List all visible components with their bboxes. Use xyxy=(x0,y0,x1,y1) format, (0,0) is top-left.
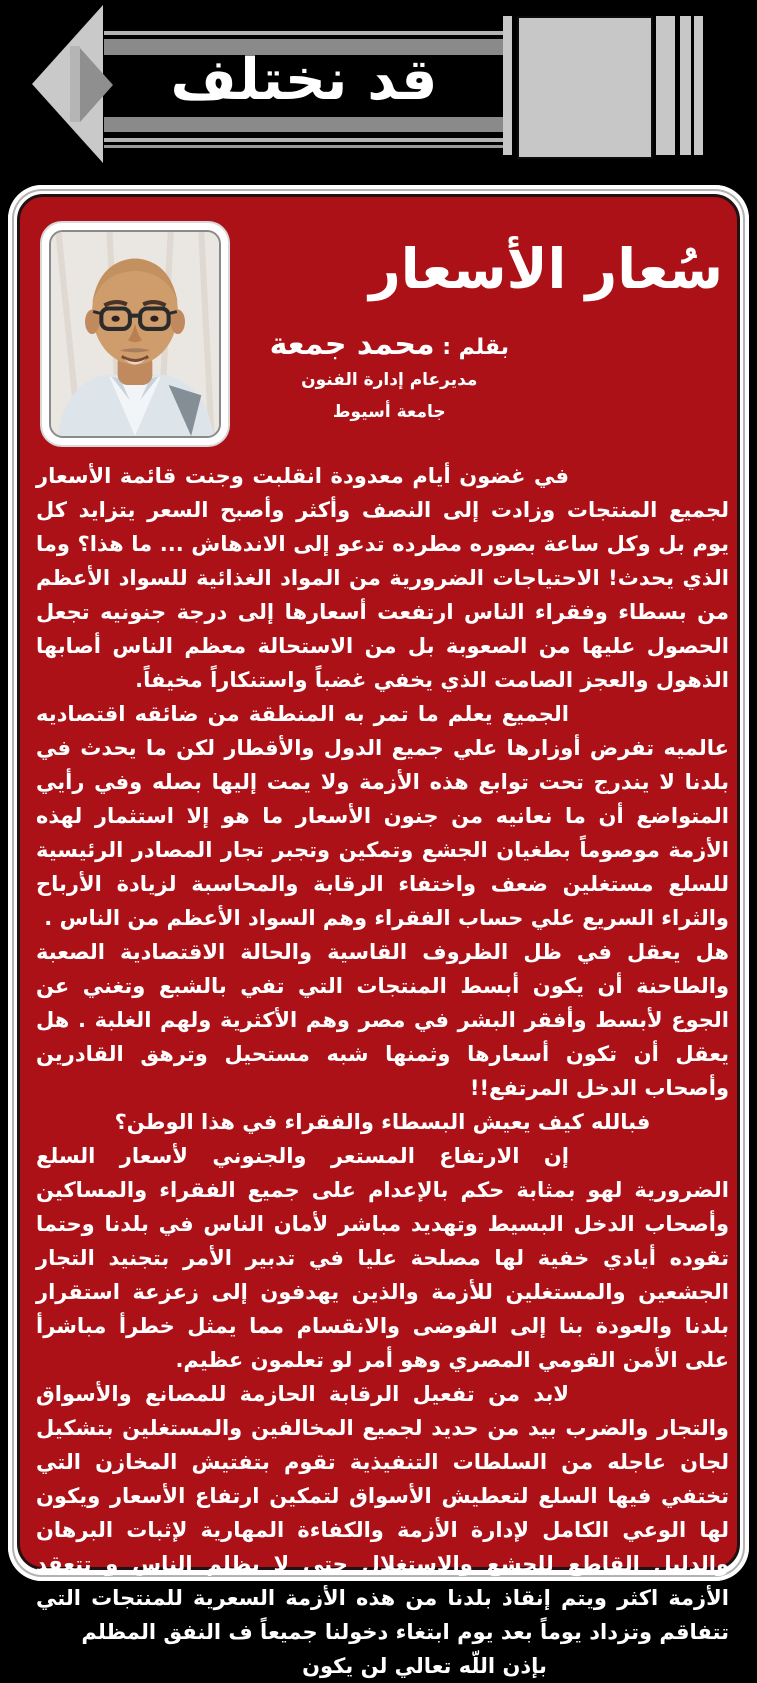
banner-block-thin xyxy=(503,16,512,155)
author-organization: جامعة أسيوط xyxy=(332,402,446,422)
column-banner xyxy=(0,0,757,185)
banner-block-bar1 xyxy=(656,16,675,155)
byline-author-line xyxy=(270,327,509,362)
byline xyxy=(270,327,509,422)
banner-block-bar2 xyxy=(680,16,691,155)
banner-bottom-stripes xyxy=(104,117,504,148)
author-role: مديرعام إدارة الفنون xyxy=(301,370,478,390)
banner-block-large xyxy=(517,16,653,159)
closing-line: بإذن اللّه تعالي لن يكون xyxy=(302,1654,547,1678)
paragraph-6: لابد من تفعيل الرقابة الحازمة للمصانع والأسواق والتجار والضرب بيد من حديد لجميع المخالفين والمستغلين بتشكيل لجان عاجله من السلطات التنفيذية تقوم بتفتيش المخازن التي تختفي فيها السلع لتعطيش الأسواق لتمكين ارتفاع الأسعار ويكون لها الوعي الكامل لإدارة الأزمة والكفاءة المهارية لإثبات البرهان والدليل القاطع للجشع والاستغلال حتى لا يظلم الناس و تتعقد الأزمة اكثر ويتم إنقاذ بلدنا من هذه الأزمة السعرية للمنتجات التي تتفاقم وتزداد يوماً بعد يوم ابتغاء دخولنا جميعاً ف النفق المظلم xyxy=(36,1382,729,1644)
arrow-bar-decoration xyxy=(70,46,80,122)
author-photo-frame xyxy=(42,223,228,445)
paragraph-1: في غضون أيام معدودة انقلبت وجنت قائمة الأسعار لجميع المنتجات وزادت إلى النصف وأكثر وأصبح السعر يتزايد كل يوم بل وكل ساعة بصوره مطرده تدعو إلى الاندهاش ... ما هذا؟ وما الذي يحدث! الاحتياجات الضرورية من المواد الغذائية للسواد الأعظم من بسطاء وفقراء الناس ارتفعت أسعارها إلى درجة جنونيه تجعل الحصول عليها من الصعوبة بل من الاستحالة معظم الناس أصابها الذهول والعجز الصامت الذي يخفي غضباً واستنكاراً مخيفاً. xyxy=(36,464,729,692)
article-body xyxy=(36,459,729,1683)
byline-prefix: بقلم : xyxy=(434,335,509,360)
column-title: قد نختلف xyxy=(170,47,438,113)
paragraph-5: إن الارتفاع المستعر والجنوني لأسعار السلع الضرورية لهو بمثابة حكم بالإعدام على جميع الفقراء والمساكين وأصحاب الدخل البسيط وتهديد مباشر لأمان الناس في بلدنا وحتما تقوده أيادي خفية لها مصلحة عليا في تدبير الأمر بتجنيد التجار الجشعين والمستغلين للأزمة والذين يهدفون إلى زعزعة استقرار بلدنا والعودة بنا إلى الفوضى والانقسام مما يمثل خطرأ مباشرأ على الأمن القومي المصري وهو أمر لو تعلمون عظيم. xyxy=(36,1144,729,1372)
article-card xyxy=(17,194,740,1678)
paragraph-3: هل يعقل في ظل الظروف القاسية والحالة الاقتصادية الصعبة والطاحنة أن يكون أبسط المنتجات التي تفي بالشبع وتغني عن الجوع لأبسط وأفقر البشر في مصر وهم الأكثرية ولهم الغلبة . هل يعقل أن تكون أسعارها وثمنها شبه مستحيل وترهق القادرين وأصحاب الدخل المرتفع!! xyxy=(36,940,729,1100)
paragraph-4: فبالله كيف يعيش البسطاء والفقراء في هذا الوطن؟ xyxy=(114,1110,651,1134)
banner-block-bar3 xyxy=(694,16,703,155)
article-title: سُعار الأسعار xyxy=(369,237,723,301)
author-photo xyxy=(49,230,221,438)
author-name: محمد جمعة xyxy=(269,327,435,362)
paragraph-2: الجميع يعلم ما تمر به المنطقة من ضائقه اقتصاديه عالميه تفرض أوزارها علي جميع الدول والأقطار لكن ما يحدث في بلدنا لا يندرج تحت توابع هذه الأزمة ولا يمت إليها بصله وفي رأيي المتواضع أن ما نعانيه من جنون الأسعار ما هو إلا استثمار لهذه الأزمة موصوماً بطغيان الجشع وتمكين وتجبر تجار المصادر الرئيسية للسلع مستغلين ضعف واختفاء الرقابة والمحاسبة لزيادة الأرباح والثراء السريع علي حساب الفقراء وهم السواد الأعظم من الناس . xyxy=(36,702,729,930)
article-frame xyxy=(8,185,749,1678)
